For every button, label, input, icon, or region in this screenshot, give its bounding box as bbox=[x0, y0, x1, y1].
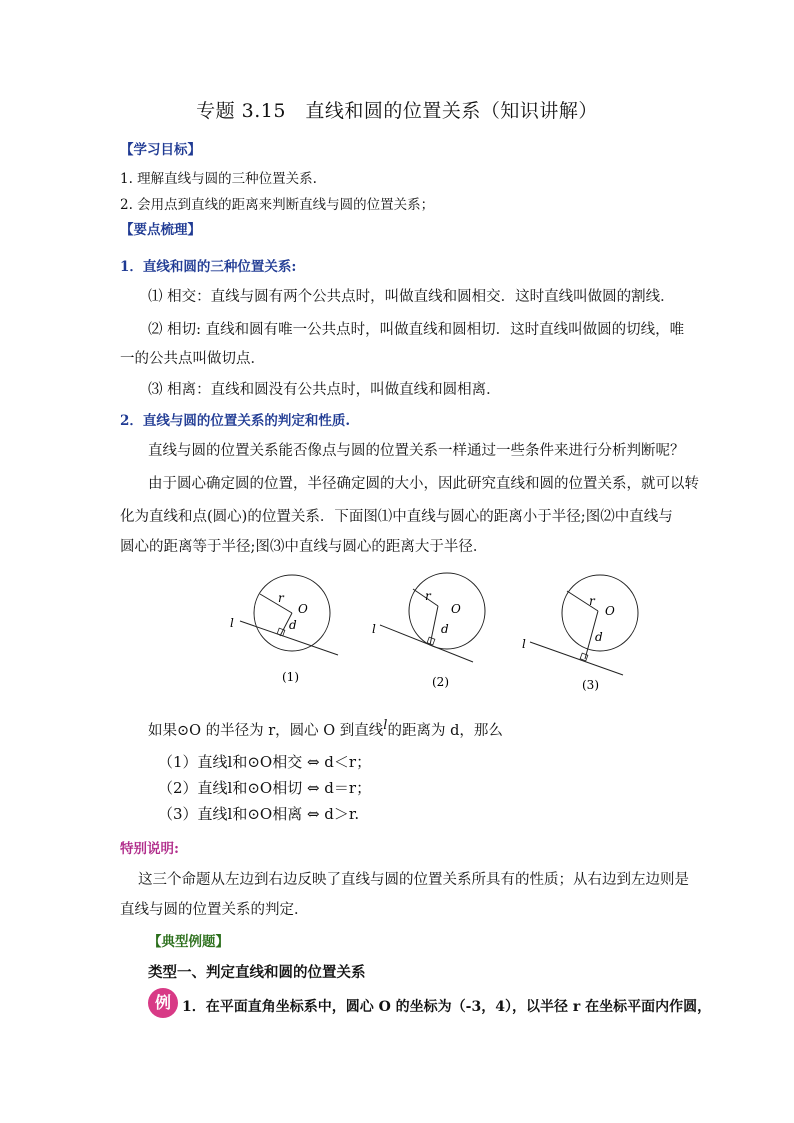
figure-tangent bbox=[372, 573, 485, 689]
section-points-label: 【要点梳理】 bbox=[120, 222, 201, 238]
relation-tangent-b: 一的公共点叫做切点． bbox=[120, 351, 265, 367]
relation-tangent-a: ⑵ 相切: 直线和圆有唯一公共点时，叫做直线和圆相切．这时直线叫做圆的切线，唯 bbox=[148, 322, 685, 338]
fig3-o-label: O bbox=[605, 604, 615, 618]
line-l-2 bbox=[380, 625, 473, 662]
page-title: 专题 3.15 直线和圆的位置关系（知识讲解） bbox=[196, 100, 598, 122]
fig2-l-label: l bbox=[372, 622, 376, 636]
fig1-o-label: O bbox=[298, 602, 308, 616]
fig1-l-label: l bbox=[230, 616, 234, 630]
condition-intro-a: 如果⊙O 的半径为 r，圆心 O 到直线 bbox=[148, 723, 384, 739]
circle-line-figures bbox=[220, 563, 640, 693]
note-text-1: 这三个命题从左边到右边反映了直线与圆的位置关系所具有的性质；从右边到左边则是 bbox=[138, 872, 689, 888]
condition-1: （1）直线l和⊙O相交 ⇔ d＜r； bbox=[158, 753, 372, 771]
example-badge: 例 bbox=[148, 988, 178, 1018]
fig2-o-label: O bbox=[451, 602, 461, 616]
example-type-1: 类型一、判定直线和圆的位置关系 bbox=[148, 964, 366, 981]
circle-2 bbox=[409, 573, 485, 649]
fig2-d-label: d bbox=[441, 622, 449, 636]
reason-line-2: 化为直线和点(圆心)的位置关系．下面图⑴中直线与圆心的距离小于半径;图⑵中直线与 bbox=[120, 509, 673, 525]
fig1-caption: (1) bbox=[282, 670, 299, 684]
relation-intersect: ⑴ 相交：直线与圆有两个公共点时，叫做直线和圆相交．这时直线叫做圆的割线． bbox=[148, 289, 675, 305]
fig3-r-label: r bbox=[589, 594, 595, 608]
fig2-r-label: r bbox=[425, 589, 431, 603]
relation-separate: ⑶ 相离：直线和圆没有公共点时，叫做直线和圆相离． bbox=[148, 382, 501, 398]
note-text-2: 直线与圆的位置关系的判定． bbox=[120, 902, 309, 918]
goal-item-1: 1. 理解直线与圆的三种位置关系. bbox=[120, 171, 317, 187]
example-question-1: 1．在平面直角坐标系中，圆心 O 的坐标为（-3，4），以半径 r 在坐标平面内作圆， bbox=[182, 999, 712, 1015]
condition-intro-b: 的距离为 d，那么 bbox=[387, 723, 503, 739]
section-goals-label: 【学习目标】 bbox=[120, 142, 201, 158]
condition-3: （3）直线l和⊙O相离 ⇔ d＞r. bbox=[158, 805, 360, 823]
fig1-r-label: r bbox=[278, 591, 284, 605]
heading-three-relations: 1．直线和圆的三种位置关系: bbox=[120, 259, 297, 275]
line-l-3 bbox=[530, 642, 623, 675]
condition-2: （2）直线l和⊙O相切 ⇔ d＝r； bbox=[158, 779, 372, 797]
condition-intro-l: l bbox=[383, 718, 388, 733]
goal-item-2: 2. 会用点到直线的距离来判断直线与圆的位置关系； bbox=[120, 197, 435, 213]
fig2-caption: (2) bbox=[432, 675, 449, 689]
fig3-d-label: d bbox=[595, 630, 603, 644]
examples-label: 【典型例题】 bbox=[148, 934, 229, 950]
question-paragraph: 直线与圆的位置关系能否像点与圆的位置关系一样通过一些条件来进行分析判断呢？ bbox=[148, 443, 685, 459]
condition-intro bbox=[148, 719, 503, 740]
figure-intersect bbox=[230, 575, 338, 684]
figure-separate bbox=[522, 575, 638, 692]
heading-judgement: 2．直线与圆的位置关系的判定和性质. bbox=[120, 413, 351, 429]
reason-line-3: 圆心的距离等于半径;图⑶中直线与圆心的距离大于半径． bbox=[120, 539, 488, 555]
fig1-d-label: d bbox=[289, 618, 297, 632]
fig3-caption: (3) bbox=[582, 678, 599, 692]
reason-line-1: 由于圆心确定圆的位置，半径确定圆的大小，因此研究直线和圆的位置关系，就可以转 bbox=[148, 476, 699, 492]
note-label: 特别说明: bbox=[120, 841, 179, 857]
fig3-l-label: l bbox=[522, 637, 526, 651]
